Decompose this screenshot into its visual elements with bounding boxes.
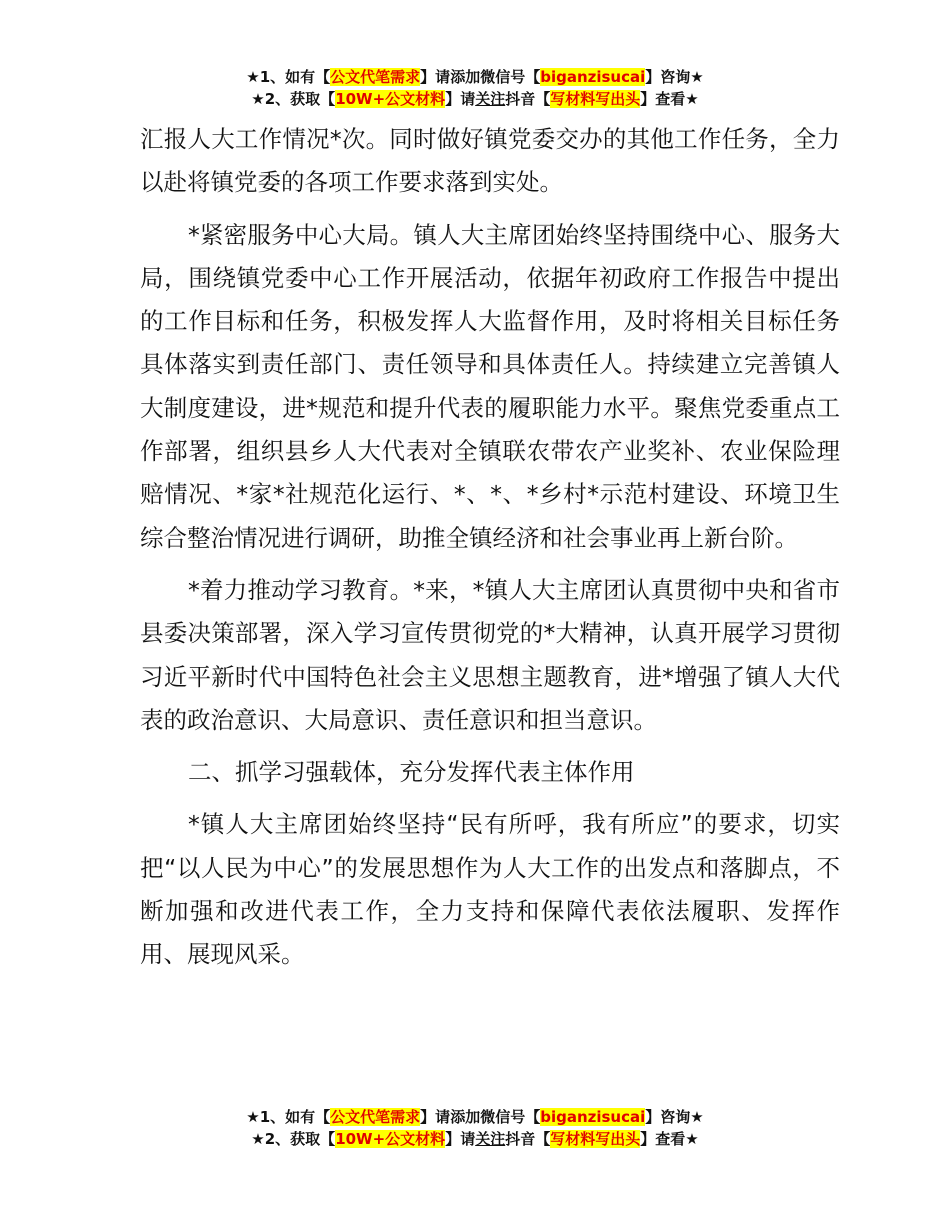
- highlight-service: 公文代笔需求: [330, 1108, 421, 1126]
- banner-emphasis: 关注: [475, 1130, 506, 1148]
- banner-text: ★2、获取【: [251, 1130, 336, 1148]
- footer-banner: [0, 1106, 950, 1150]
- banner-line-1: [0, 66, 950, 88]
- paragraph-representatives: *镇人大主席团始终坚持“民有所呼，我有所应”的要求，切实把“以人民为中心”的发展思想作为人大工作的出发点和落脚点，不断加强和改进代表工作，全力支持和保障代表依法履职、发挥作用、展现风采。: [140, 810, 840, 969]
- highlight-materials: 10W+公文材料: [335, 1130, 446, 1148]
- banner-emphasis: 添加: [450, 68, 481, 86]
- highlight-service: 公文代笔需求: [330, 68, 421, 86]
- banner-text: 抖音【: [505, 90, 551, 108]
- banner-text: 】请: [420, 68, 451, 86]
- highlight-wechat-id: biganzisucai: [540, 1108, 646, 1126]
- banner-emphasis: 关注: [475, 90, 506, 108]
- highlight-wechat-id: biganzisucai: [540, 68, 646, 86]
- paragraph-continued: 汇报人大工作情况*次。同时做好镇党委交办的其他工作任务，全力以赴将镇党委的各项工作要求落到实处。: [140, 125, 840, 197]
- banner-text: 】请: [445, 90, 476, 108]
- banner-text: 】咨询★: [645, 68, 704, 86]
- document-body: [140, 118, 840, 986]
- paragraph-study-education: *着力推动学习教育。*来，*镇人大主席团认真贯彻中央和省市县委决策部署，深入学习宣传贯彻党的*大精神，认真开展学习贯彻习近平新时代中国特色社会主义思想主题教育，进*增强了镇人大代表的政治意识、大局意识、责任意识和担当意识。: [140, 575, 840, 734]
- banner-text: ★2、获取【: [251, 90, 336, 108]
- section-heading: 二、抓学习强载体，充分发挥代表主体作用: [188, 758, 635, 787]
- paragraph-serve-center: *紧密服务中心大局。镇人大主席团始终坚持围绕中心、服务大局，围绕镇党委中心工作开展活动，依据年初政府工作报告中提出的工作目标和任务，积极发挥人大监督作用，及时将相关目标任务具体落实到责任部门、责任领导和具体责任人。持续建立完善镇人大制度建设，进*规范和提升代表的履职能力水平。聚焦党委重点工作部署，组织县乡人大代表对全镇联农带农产业奖补、农业保险理赔情况、*家*社规范化运行、*、*、*乡村*示范村建设、环境卫生综合整治情况进行调研，助推全镇经济和社会事业再上新台阶。: [140, 220, 840, 552]
- banner-text: ★1、如有【: [246, 68, 331, 86]
- banner-text: 微信号【: [480, 68, 541, 86]
- banner-emphasis: 添加: [450, 1108, 481, 1126]
- banner-text: 】查看★: [640, 90, 699, 108]
- highlight-materials: 10W+公文材料: [335, 90, 446, 108]
- banner-text: 微信号【: [480, 1108, 541, 1126]
- banner-text: 】请: [420, 1108, 451, 1126]
- banner-line-2: [0, 88, 950, 110]
- banner-text: 】咨询★: [645, 1108, 704, 1126]
- banner-line-1: [0, 1106, 950, 1128]
- header-banner: [0, 66, 950, 110]
- banner-text: ★1、如有【: [246, 1108, 331, 1126]
- banner-text: 抖音【: [505, 1130, 551, 1148]
- highlight-douyin: 写材料写出头: [550, 90, 641, 108]
- banner-line-2: [0, 1128, 950, 1150]
- banner-text: 】查看★: [640, 1130, 699, 1148]
- banner-text: 】请: [445, 1130, 476, 1148]
- highlight-douyin: 写材料写出头: [550, 1130, 641, 1148]
